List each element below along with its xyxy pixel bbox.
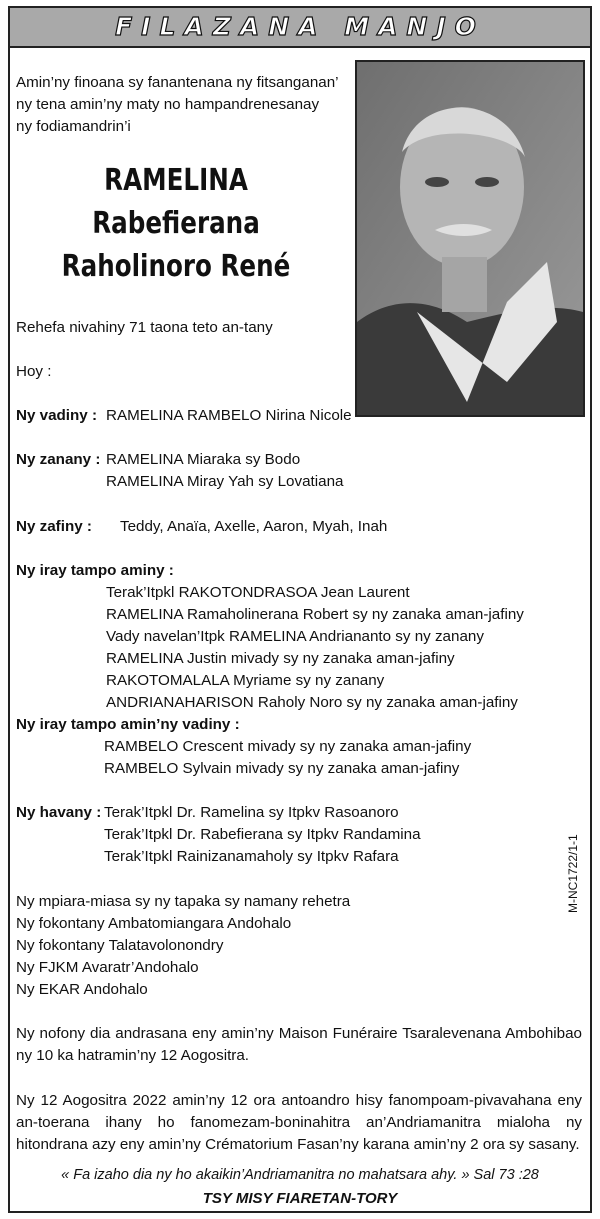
deceased-name-line-2: Rabefierana [92, 206, 260, 241]
others-line-1: Ny mpiara-miasa sy ny tapaka sy namany rehetra [16, 893, 351, 910]
intro-line-2: ny tena amin’ny maty no hampandrenesanay [16, 96, 320, 113]
iray-tampo-name-4: RAMELINA Justin mivady sy ny zanaka aman-jafiny [106, 650, 455, 667]
havany-name-2: Terak’Itpkl Dr. Rabefierana sy Itpkv Randamina [104, 826, 421, 843]
havany-name-1: Terak’Itpkl Dr. Ramelina sy Itpkv Rasoanoro [104, 804, 399, 821]
iray-tampo-name-3: Vady navelan’Itpk RAMELINA Andriananto sy ny zanany [106, 628, 484, 645]
iray-tampo-vadiny-name-1: RAMBELO Crescent mivady sy ny zanaka aman-jafiny [104, 738, 472, 755]
vadiny-label: Ny vadiny : [16, 407, 98, 424]
reference-code: M-NC1722/1-1 [566, 834, 580, 913]
wake-paragraph: Ny nofony dia andrasana eny amin’ny Maison Funéraire Tsaralevenana Ambohibao ny 10 ka hatramin’ny 12 Aogositra. [16, 1025, 582, 1064]
header-title: FILAZANA MANJO [115, 12, 485, 41]
iray-tampo-name-2: RAMELINA Ramaholinerana Robert sy ny zanaka aman-jafiny [106, 606, 524, 623]
iray-tampo-name-6: ANDRIANAHARISON Raholy Noro sy ny zanaka aman-jafiny [106, 694, 518, 711]
age-line: Rehefa nivahiny 71 taona teto an-tany [16, 319, 273, 336]
others-line-2: Ny fokontany Ambatomiangara Andohalo [16, 915, 292, 932]
hoy-line: Hoy : [16, 363, 52, 380]
footer-note: TSY MISY FIARETAN-TORY [202, 1190, 398, 1207]
iray-tampo-name-5: RAKOTOMALALA Myriame sy ny zanany [106, 672, 385, 689]
havany-name-3: Terak’Itpkl Rainizanamaholy sy Itpkv Rafara [104, 848, 399, 865]
deceased-name-line-3: Raholinoro René [61, 249, 291, 284]
zanany-label: Ny zanany : [16, 451, 101, 468]
deceased-portrait-photo [355, 60, 585, 417]
others-line-3: Ny fokontany Talatavolonondry [16, 937, 224, 954]
iray-tampo-label: Ny iray tampo aminy : [16, 562, 174, 579]
iray-tampo-name-1: Terak’Itpkl RAKOTONDRASOA Jean Laurent [106, 584, 410, 601]
zafiny-label: Ny zafiny : [16, 518, 92, 535]
others-line-4: Ny FJKM Avaratr’Andohalo [16, 959, 199, 976]
zanany-name-1: RAMELINA Miaraka sy Bodo [106, 451, 301, 468]
ceremony-paragraph: Ny 12 Aogositra 2022 amin’ny 12 ora antoandro hisy fanompoam-pivavahana eny an-toerana ihany ho fanomezam-boninahitra an’Andriamanitra mialoha ny hitondrana azy eny amin’ny Crématorium Fasan’ny karana amin’ny 2 ora sy sasany. [16, 1092, 582, 1153]
havany-label: Ny havany : [16, 804, 102, 821]
others-line-5: Ny EKAR Andohalo [16, 981, 148, 998]
header-banner [10, 8, 590, 48]
iray-tampo-vadiny-label: Ny iray tampo amin’ny vadiny : [16, 716, 240, 733]
vadiny-name: RAMELINA RAMBELO Nirina Nicole [106, 407, 352, 424]
obituary-card [8, 6, 592, 1213]
intro-line-1: Amin’ny finoana sy fanantenana ny fitsanganan’ [16, 74, 339, 91]
zafiny-names: Teddy, Anaïa, Axelle, Aaron, Myah, Inah [120, 518, 388, 535]
intro-line-3: ny fodiamandrin’i [16, 118, 131, 135]
deceased-name-line-1: RAMELINA [104, 163, 248, 198]
iray-tampo-vadiny-name-2: RAMBELO Sylvain mivady sy ny zanaka aman-jafiny [104, 760, 460, 777]
zanany-name-2: RAMELINA Miray Yah sy Lovatiana [106, 473, 344, 490]
bible-quote: « Fa izaho dia ny ho akaikin’Andriamanitra no mahatsara ahy. » Sal 73 :28 [61, 1167, 539, 1183]
